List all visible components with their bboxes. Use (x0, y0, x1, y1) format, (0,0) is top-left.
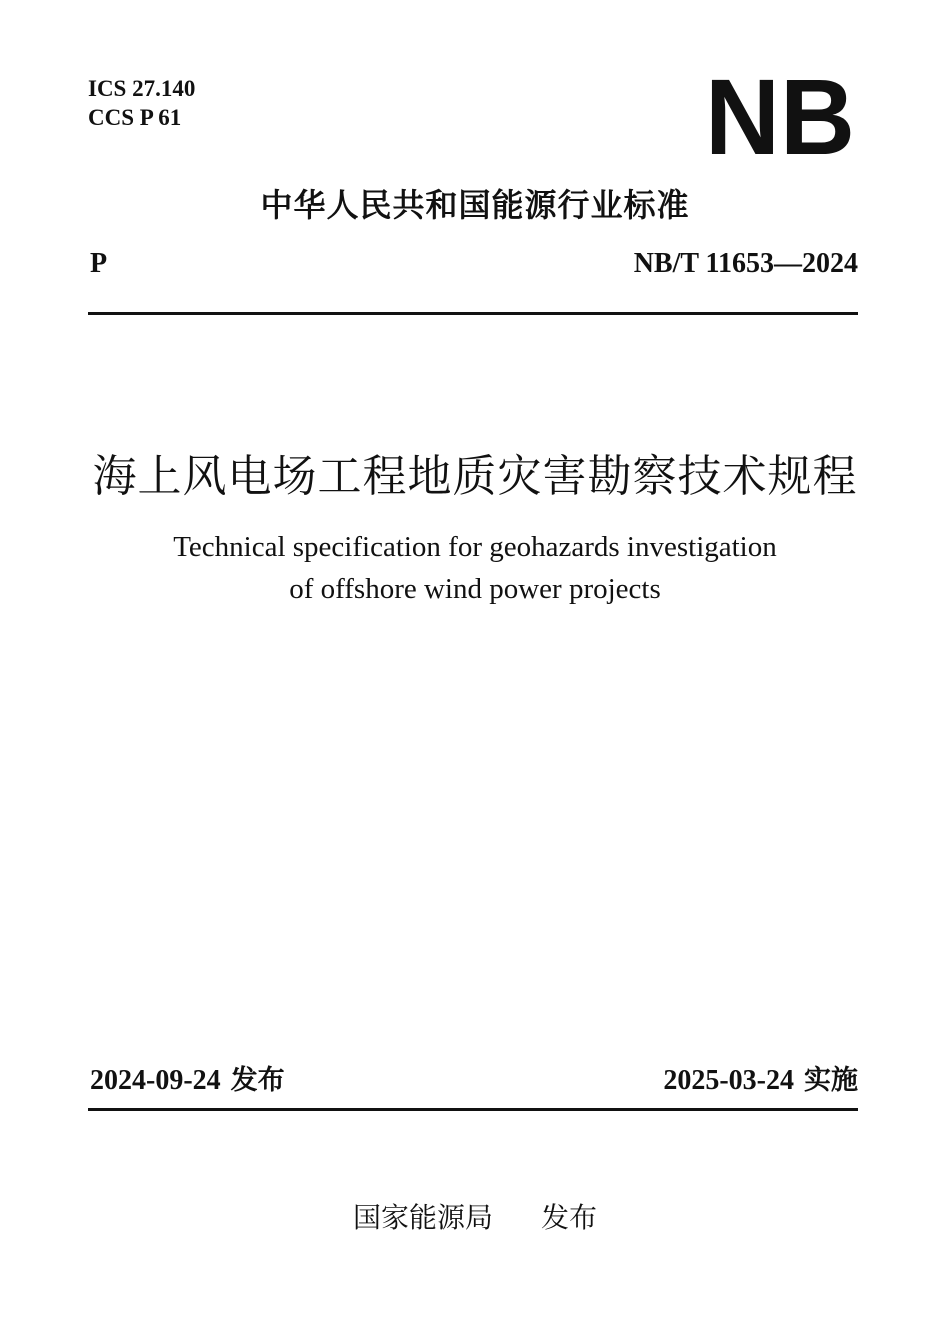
top-divider (88, 312, 858, 315)
category-letter: P (90, 248, 108, 279)
english-title-line-2: of offshore wind power projects (289, 573, 661, 605)
nb-logo-text: NB (705, 60, 855, 170)
implementation-date: 2025-03-24 (663, 1065, 794, 1096)
classification-codes (88, 74, 195, 132)
publisher-action: 发布 (541, 1201, 598, 1234)
english-title (0, 526, 950, 610)
standard-type-heading: 中华人民共和国能源行业标准 (260, 186, 690, 224)
chinese-title: 海上风电场工程地质灾害勘察技术规程 (92, 451, 858, 502)
bottom-divider (88, 1108, 858, 1111)
implementation-date-block (663, 1058, 858, 1097)
implementation-label: 实施 (804, 1065, 858, 1096)
publisher-name: 国家能源局 (352, 1201, 493, 1234)
standard-number: NB/T 11653—2024 (633, 248, 858, 279)
english-title-line-1: Technical specification for geohazards investigation (173, 531, 777, 563)
nb-logo (700, 60, 860, 170)
publisher-line (0, 1196, 950, 1236)
ccs-code: CCS P 61 (88, 105, 182, 130)
issue-date: 2024-09-24 (90, 1065, 221, 1096)
issue-label: 发布 (230, 1065, 285, 1096)
ics-code: ICS 27.140 (88, 76, 196, 101)
issue-date-block (90, 1058, 285, 1097)
